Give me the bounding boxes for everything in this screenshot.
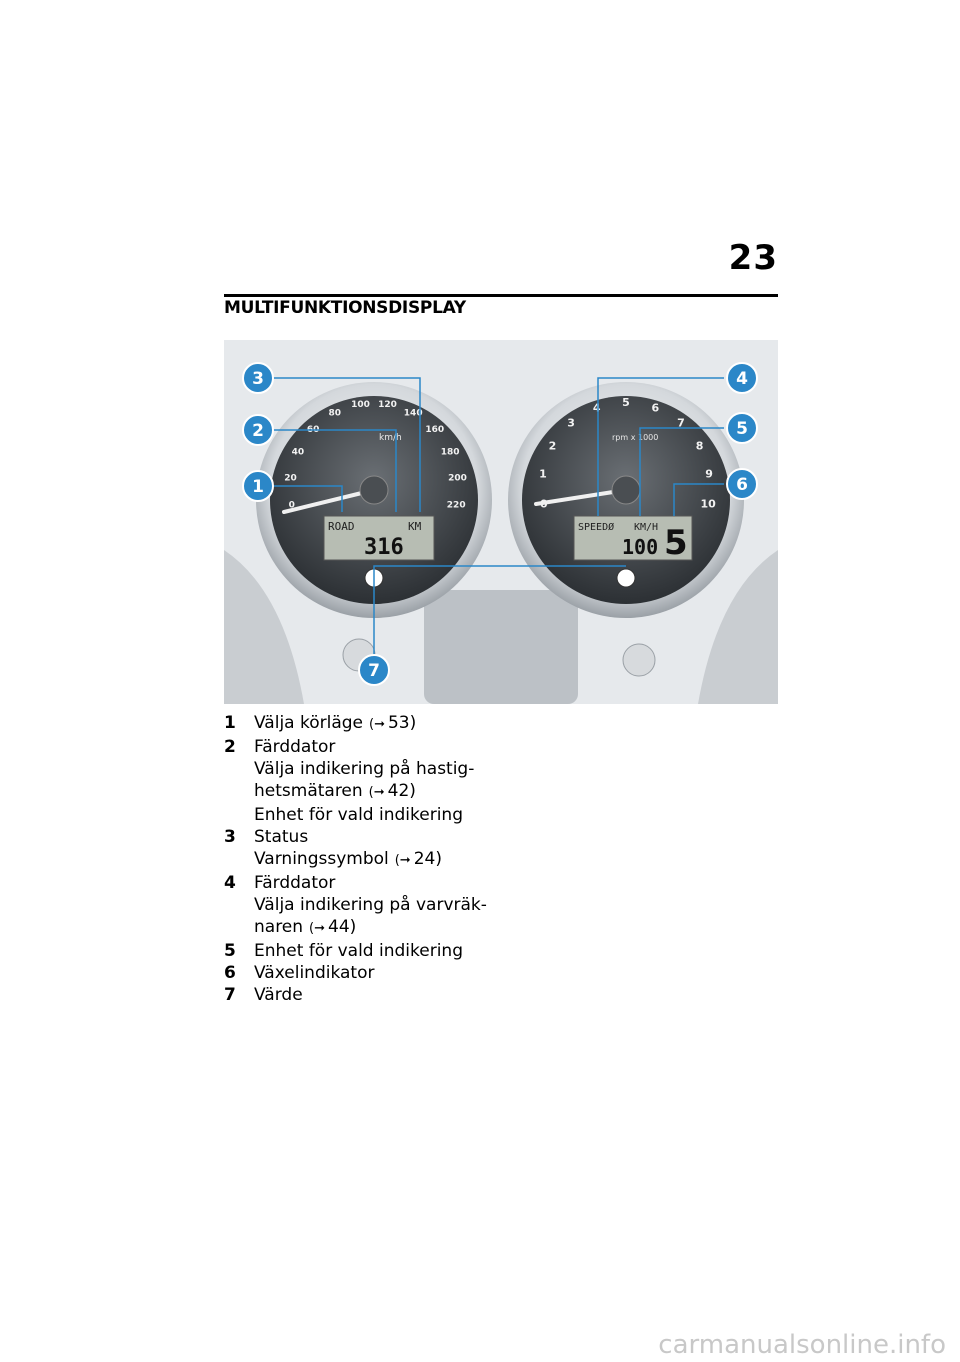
tacho-tick-label: 6: [651, 401, 660, 415]
tacho-logo: [617, 569, 635, 587]
page-reference-arrow-icon: (➞: [368, 785, 385, 800]
legend-number: 6: [224, 963, 236, 983]
tacho-unit: rpm x 1000: [612, 433, 659, 442]
legend-line: [254, 984, 524, 1006]
legend-line-text: Välja indikering på hastig-: [254, 759, 475, 779]
legend-item: [224, 984, 524, 1006]
legend-text: [254, 736, 524, 826]
tacho-tick-label: 3: [567, 416, 575, 430]
legend-line-text: Färddator: [254, 737, 336, 757]
speedo-tick-label: 100: [351, 400, 370, 411]
callout-number: 1: [252, 477, 264, 497]
tacho-tick-label: 9: [705, 467, 713, 481]
legend-line: [254, 962, 524, 984]
legend-item: [224, 826, 524, 872]
speedo-tick-label: 140: [403, 408, 423, 419]
speedo-tick-label: 200: [448, 473, 467, 484]
speedo-lcd-value: 316: [364, 535, 404, 560]
tacho-tick-label: 4: [592, 401, 601, 415]
legend-line-text: Status: [254, 827, 309, 847]
legend-line-text: Välja indikering på varvräk-: [254, 895, 487, 915]
legend: [224, 712, 524, 1006]
legend-number: 5: [224, 941, 236, 961]
page-reference-link[interactable]: 42): [387, 781, 416, 801]
header-rule: [224, 294, 778, 297]
speedo-tick-label: 80: [328, 408, 342, 419]
legend-line: [254, 804, 524, 826]
tachometer: [508, 382, 744, 618]
legend-line-text: Enhet för vald indikering: [254, 805, 463, 825]
legend-line-text: hetsmätaren: [254, 781, 363, 801]
page-reference-arrow-icon: (➞: [369, 717, 385, 732]
callout-number: 4: [736, 369, 748, 389]
legend-line-text: Enhet för vald indikering: [254, 941, 463, 961]
page-reference-link[interactable]: 53): [387, 713, 417, 733]
speedo-tick-label: 120: [378, 400, 397, 411]
legend-number: 7: [224, 985, 236, 1005]
legend-line-text: Värde: [254, 985, 303, 1005]
page-reference-arrow-icon: (➞: [309, 921, 326, 936]
legend-item: [224, 872, 524, 940]
page-reference-arrow-icon: (➞: [394, 853, 411, 868]
legend-line-text: Varningssymbol: [254, 849, 389, 869]
watermark: carmanualsonline.info: [658, 1330, 946, 1360]
page-number: 23: [728, 238, 778, 278]
speedo-tick-label: 0: [288, 500, 295, 511]
tacho-hub: [612, 476, 640, 504]
legend-item: [224, 940, 524, 962]
legend-text: [254, 712, 524, 736]
legend-line: [254, 758, 524, 780]
legend-item: [224, 712, 524, 736]
legend-text: [254, 940, 524, 962]
section-title: MULTIFUNKTIONSDISPLAY: [224, 298, 466, 318]
legend-line-text: naren: [254, 917, 304, 937]
legend-number: 3: [224, 827, 236, 847]
legend-line-text: Välja körläge: [254, 713, 364, 733]
speedo-lcd-mode: ROAD: [328, 520, 355, 533]
speedo-tick-label: 60: [306, 425, 320, 435]
speedo-unit: km/h: [379, 433, 402, 443]
legend-line: [254, 848, 524, 872]
speedo-tick-label: 180: [440, 447, 460, 458]
gear-indicator: 5: [664, 523, 688, 563]
legend-text: [254, 872, 524, 940]
tacho-tick-label: 8: [695, 439, 704, 453]
legend-item: [224, 962, 524, 984]
legend-line: [254, 826, 524, 848]
tacho-lcd-value: 100: [622, 535, 659, 559]
tacho-tick-label: 7: [677, 416, 685, 430]
tacho-tick-label: 10: [700, 497, 716, 511]
tacho-lcd-unit: KM/H: [634, 522, 659, 533]
speedo-lcd-unit: KM: [408, 520, 422, 533]
legend-line: [254, 872, 524, 894]
instrument-cluster-figure: [224, 340, 778, 704]
speedo-tick-label: 40: [291, 447, 305, 458]
callout-number: 3: [252, 369, 264, 389]
legend-item: [224, 736, 524, 826]
instrument-cluster-illustration: [224, 340, 778, 704]
callout-number: 2: [252, 421, 264, 441]
speedo-tick-label: 220: [446, 500, 466, 511]
legend-line: [254, 712, 524, 736]
callout-number: 5: [736, 419, 748, 439]
legend-number: 4: [224, 873, 236, 893]
legend-text: [254, 962, 524, 984]
tacho-tick-label: 2: [548, 439, 557, 453]
legend-line: [254, 916, 524, 940]
tacho-lcd-mode: SPEEDØ: [578, 522, 615, 533]
page-reference-link[interactable]: 24): [413, 849, 442, 869]
legend-line-text: Färddator: [254, 873, 336, 893]
speedo-tick-label: 160: [425, 425, 445, 435]
legend-text: [254, 984, 524, 1006]
speedo-tick-label: 20: [284, 473, 297, 484]
legend-line-text: Växelindikator: [254, 963, 375, 983]
center-mount: [424, 590, 578, 704]
legend-line: [254, 940, 524, 962]
tacho-tick-label: 5: [622, 396, 630, 409]
page-reference-link[interactable]: 44): [328, 917, 357, 937]
legend-text: [254, 826, 524, 872]
legend-line: [254, 780, 524, 804]
tacho-tick-label: 1: [539, 467, 547, 481]
legend-number: 1: [224, 713, 236, 733]
right-bolt: [623, 644, 655, 676]
legend-line: [254, 736, 524, 758]
callout-number: 7: [368, 661, 380, 681]
speedo-hub: [360, 476, 388, 504]
legend-number: 2: [224, 737, 236, 757]
legend-line: [254, 894, 524, 916]
callout-number: 6: [736, 475, 748, 495]
